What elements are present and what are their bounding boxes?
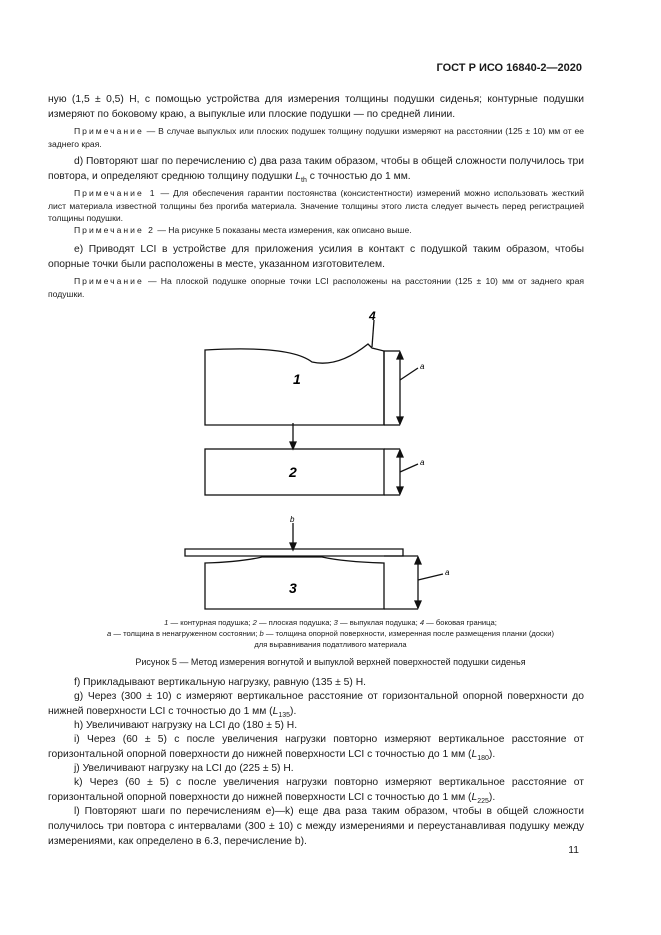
paragraph-i-text: i) Через (60 ± 5) с после увеличения нагрузки повторно измеряют вертикальное расстояние от горизонтальной опорной поверхности до нижней поверхности LCI с точностью до 1 мм (	[48, 734, 584, 760]
label-b: b	[290, 515, 295, 524]
note-d2	[48, 224, 584, 237]
page-number: 11	[568, 845, 579, 856]
legend-key-3: 3	[333, 618, 338, 627]
legend-key-a: a	[107, 629, 112, 638]
leveling-board	[185, 549, 403, 556]
convex-cushion	[185, 523, 443, 609]
legend-text-2: — плоская подушка;	[256, 618, 334, 627]
paragraph-j: j) Увеличивают нагрузку на LCI до (225 ± 5) Н.	[74, 763, 294, 774]
paragraph-close: ).	[488, 749, 496, 760]
symbol-sub-225: 225	[477, 798, 489, 806]
symbol-sub-th: th	[301, 177, 307, 185]
note-text: — На плоской подушке опорные точки LCI расположены на расстоянии (125 ± 10) мм от заднего края подушки.	[48, 276, 584, 299]
note-text: — Для обеспечения гарантии постоянства (консистентности) измерений можно использовать жесткий лист материала известной толщины без прогиба материала. Значение толщины этого листа следует вычесть перед регистрацией толщины подушки.	[48, 188, 584, 223]
legend-text-1: — контурная подушка;	[168, 618, 253, 627]
symbol-L: L	[471, 749, 478, 760]
symbol-sub-180: 180	[477, 755, 489, 763]
label-a-3: a	[445, 568, 450, 577]
note-label: Примечание 1	[74, 188, 157, 198]
label-a-1: a	[420, 362, 425, 371]
legend-key-1: 1	[164, 618, 169, 627]
flat-cushion	[205, 423, 418, 495]
symbol-L: L	[471, 792, 478, 803]
paragraph-h: h) Увеличивают нагрузку на LCI до (180 ± 5) Н.	[74, 720, 298, 731]
paragraph-l: l) Повторяют шаги по перечислениям e)—k) еще два раза таким образом, чтобы в общей сложности получилось три повтора с интервалами (300 ± 10) с между измерениями и переустанавливая подушку между измерениями, как определено в 6.3, перечисление b).	[48, 806, 584, 847]
note-label: Примечание	[74, 276, 144, 286]
paragraph-close: ).	[488, 792, 496, 803]
figure-caption: Рисунок 5 — Метод измерения вогнутой и выпуклой верхней поверхностей подушки сиденья	[135, 657, 526, 667]
note-label: Примечание 2	[74, 225, 155, 235]
legend-text-a: — толщина в ненагруженном состоянии;	[111, 629, 260, 638]
note-label: Примечание	[74, 126, 144, 136]
symbol-L: L	[272, 706, 279, 717]
legend-text-3: — выпуклая подушка;	[337, 618, 420, 627]
figure-legend	[100, 617, 561, 650]
paragraph-f: f) Прикладывают вертикальную нагрузку, равную (135 ± 5) Н.	[74, 677, 366, 688]
label-a-2: a	[420, 458, 425, 467]
paragraph-d	[48, 154, 584, 188]
legend-key-4: 4	[419, 618, 425, 627]
note-e	[48, 275, 584, 300]
note-d1	[48, 187, 584, 225]
label-1: 1	[293, 371, 301, 387]
legend-text-4: — боковая граница;	[424, 618, 497, 627]
contour-cushion	[205, 320, 418, 425]
symbol-L: L	[295, 171, 302, 182]
figure-5-diagram	[0, 300, 661, 640]
paragraph-d-tail: с точностью до 1 мм.	[309, 171, 411, 182]
symbol-sub-135: 135	[278, 712, 291, 720]
legend-key-2: 2	[252, 618, 257, 627]
note-text: — В случае выпуклых или плоских подушек толщину подушки измеряют на расстоянии (125 ± 10) мм от ее заднего края.	[48, 126, 585, 149]
label-3: 3	[289, 580, 297, 596]
lateral-boundary-leader	[372, 320, 374, 347]
paragraph-c-continuation: ную (1,5 ± 0,5) Н, с помощью устройства для измерения толщины подушки сиденья; контурные подушки измеряют по боковому краю, а выпуклые или плоские подушки — по средней линии.	[48, 94, 584, 120]
note-c	[48, 125, 584, 150]
note-text: — На рисунке 5 показаны места измерения, как описано выше.	[157, 225, 412, 235]
label-4: 4	[369, 309, 376, 323]
label-2: 2	[289, 464, 297, 480]
paragraph-d-text: d) Повторяют шаг по перечислению с) два раза таким образом, чтобы в общей сложности получилось три повтора, и определяют среднюю толщину подушки	[48, 156, 584, 182]
legend-text-b: — толщина опорной поверхности, измеренная после размещения планки (доски) для выравнивания податливого материала	[254, 629, 554, 649]
document-header: ГОСТ Р ИСО 16840-2—2020	[436, 62, 582, 74]
paragraph-k-text: k) Через (60 ± 5) с после увеличения нагрузки повторно измеряют вертикальное расстояние от горизонтальной опорной поверхности до нижней поверхности LCI с точностью до 1 мм (	[48, 777, 584, 803]
paragraph-e: e) Приводят LCI в устройстве для приложения усилия в контакт с подушкой таким образом, чтобы опорные точки были расположены в месте, указанном изготовителем.	[48, 244, 584, 270]
legend-key-b: b	[259, 629, 264, 638]
paragraph-close: ).	[290, 706, 297, 717]
paragraph-g-text: g) Через (300 ± 10) с измеряют вертикальное расстояние от горизонтальной опорной поверхности до нижней поверхности LCI с точностью до 1 мм (	[48, 691, 584, 717]
